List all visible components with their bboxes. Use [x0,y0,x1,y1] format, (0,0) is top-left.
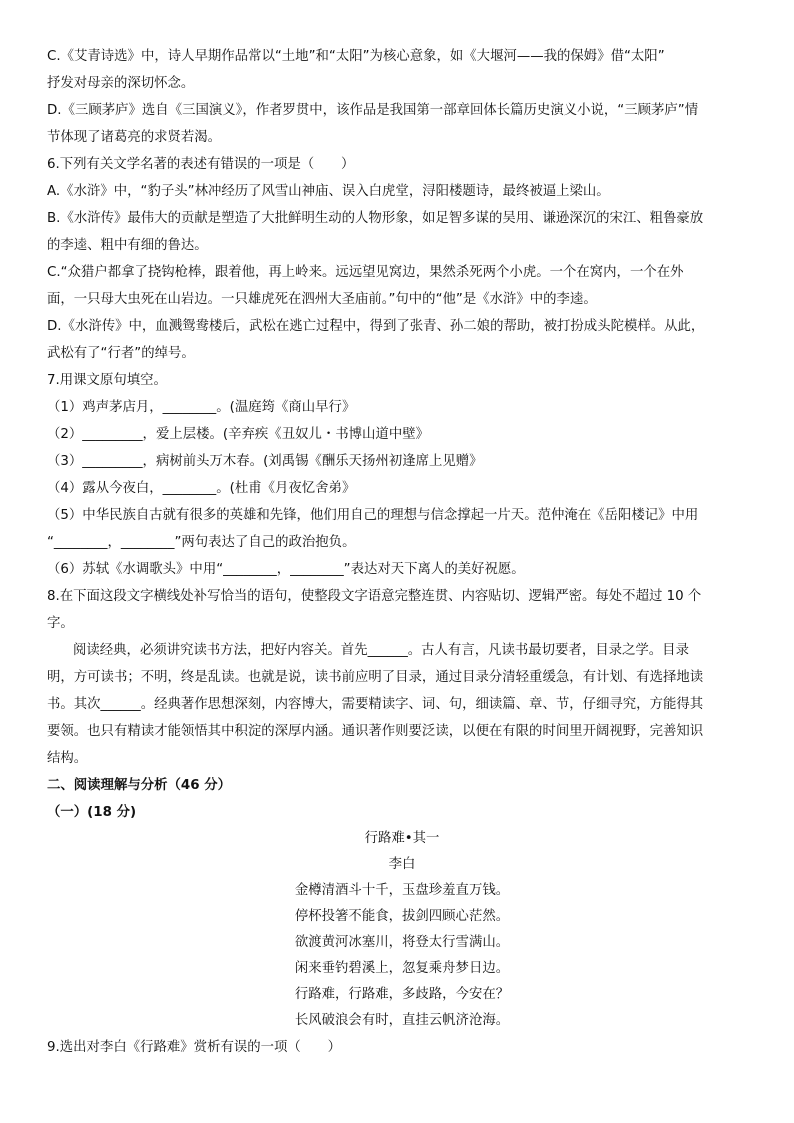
q7-item-5-line2: “________，________”两句表达了自己的政治抱负。 [47,535,356,550]
poem-line-2: 停杯投箸不能食，拔剑四顾心茫然。 [294,909,510,924]
q8-stem-line2: 字。 [47,616,74,631]
q8-passage-line2: 明，方可读书；不明，终是乱读。也就是说，读书前应明了目录，通过目录分清轻重缓急，有计划、有选择地读 [47,670,704,685]
q6-stem: 6.下列有关文学名著的表述有错误的一项是（ ） [47,157,355,172]
q7-item-1: （1）鸡声茅店月，________。(温庭筠《商山早行》 [47,400,356,415]
q8-passage-line5: 结构。 [47,751,88,766]
q8-passage-line3: 书。其次______。经典著作思想深刻，内容博大，需要精读字、词、句，细读篇、章、节，仔细寻究，方能得其 [47,697,704,712]
q8-stem-line1: 8.在下面这段文字横线处补写恰当的语句，使整段文字语意完整连贯、内容贴切、逻辑严密。每处不超过 10 个 [47,589,702,604]
exam-page [47,43,757,1061]
poem-title: 行路难•其一 [364,831,440,846]
q8-passage-line1: 阅读经典，必须讲究读书方法，把好内容关。首先______。古人有言，凡读书最切要者，目录之学。目录 [73,643,689,658]
q7-stem: 7.用课文原句填空。 [47,373,167,388]
q5-option-d-line2: 节体现了诸葛亮的求贤若渴。 [47,130,222,145]
q7-item-4: （4）露从今夜白，________。(杜甫《月夜忆舍弟》 [47,481,356,496]
q5-option-c-line1: C.《艾青诗选》中，诗人早期作品常以“土地”和“太阳”为核心意象，如《大堰河——我的保姆》借“太阳” [47,49,665,64]
q6-option-d-line2: 武松有了“行者”的绰号。 [47,346,195,361]
poem-author: 李白 [388,857,416,872]
q6-option-c-line1: C.“众猎户都拿了挠钩枪棒，跟着他，再上岭来。远远望见窝边，果然杀死两个小虎。一个在窝内，一个在外 [47,265,684,280]
q6-option-c-line2: 面，一只母大虫死在山岩边。一只雄虎死在泗州大圣庙前。”句中的“他”是《水浒》中的李逵。 [47,292,597,307]
q6-option-d-line1: D.《水浒传》中，血溅鸳鸯楼后，武松在逃亡过程中，得到了张青、孙二娘的帮助，被打扮成头陀模样。从此， [47,319,705,334]
q6-option-b-line2: 的李逵、粗中有细的鲁达。 [47,238,208,253]
section-2-subheading: （一）(18 分) [47,805,137,820]
q9-stem: 9.选出对李白《行路难》赏析有误的一项（ ） [47,1040,341,1055]
poem-line-3: 欲渡黄河冰塞川，将登太行雪满山。 [294,935,510,950]
q8-passage-line4: 要领。也只有精读才能领悟其中积淀的深厚内涵。通识著作则要泛读，以便在有限的时间里开阔视野，完善知识 [47,724,704,739]
q5-option-d-line1: D.《三顾茅庐》选自《三国演义》，作者罗贯中，该作品是我国第一部章回体长篇历史演义小说，“三顾茅庐”情 [47,103,699,118]
q5-option-c-line2: 抒发对母亲的深切怀念。 [47,76,195,91]
q7-item-2: （2）_________，爱上层楼。(辛弃疾《丑奴儿・书博山道中壁》 [47,427,429,442]
q7-item-3: （3）_________，病树前头万木春。(刘禹锡《酬乐天扬州初逢席上见赠》 [47,454,483,469]
poem-line-5: 行路难，行路难，多歧路，今安在？ [294,987,510,1002]
q6-option-b-line1: B.《水浒传》最伟大的贡献是塑造了大批鲜明生动的人物形象，如足智多谋的吴用、谦逊深沉的宋江、粗鲁豪放 [47,211,704,226]
section-2-heading: 二、阅读理解与分析（46 分） [47,778,231,793]
q6-option-a: A.《水浒》中，“豹子头”林冲经历了风雪山神庙、误入白虎堂，浔阳楼题诗，最终被逼上梁山。 [47,184,610,199]
q7-item-6: （6）苏轼《水调歌头》中用“________，________”表达对天下离人的美好祝愿。 [47,562,525,577]
q7-item-5-line1: （5）中华民族自古就有很多的英雄和先锋，他们用自己的理想与信念撑起一片天。范仲淹在《岳阳楼记》中用 [47,508,699,523]
poem-line-4: 闲来垂钓碧溪上，忽复乘舟梦日边。 [294,961,510,976]
poem-line-1: 金樽清酒斗十千，玉盘珍羞直万钱。 [294,883,510,898]
poem-line-6: 长风破浪会有时，直挂云帆济沧海。 [294,1013,510,1028]
